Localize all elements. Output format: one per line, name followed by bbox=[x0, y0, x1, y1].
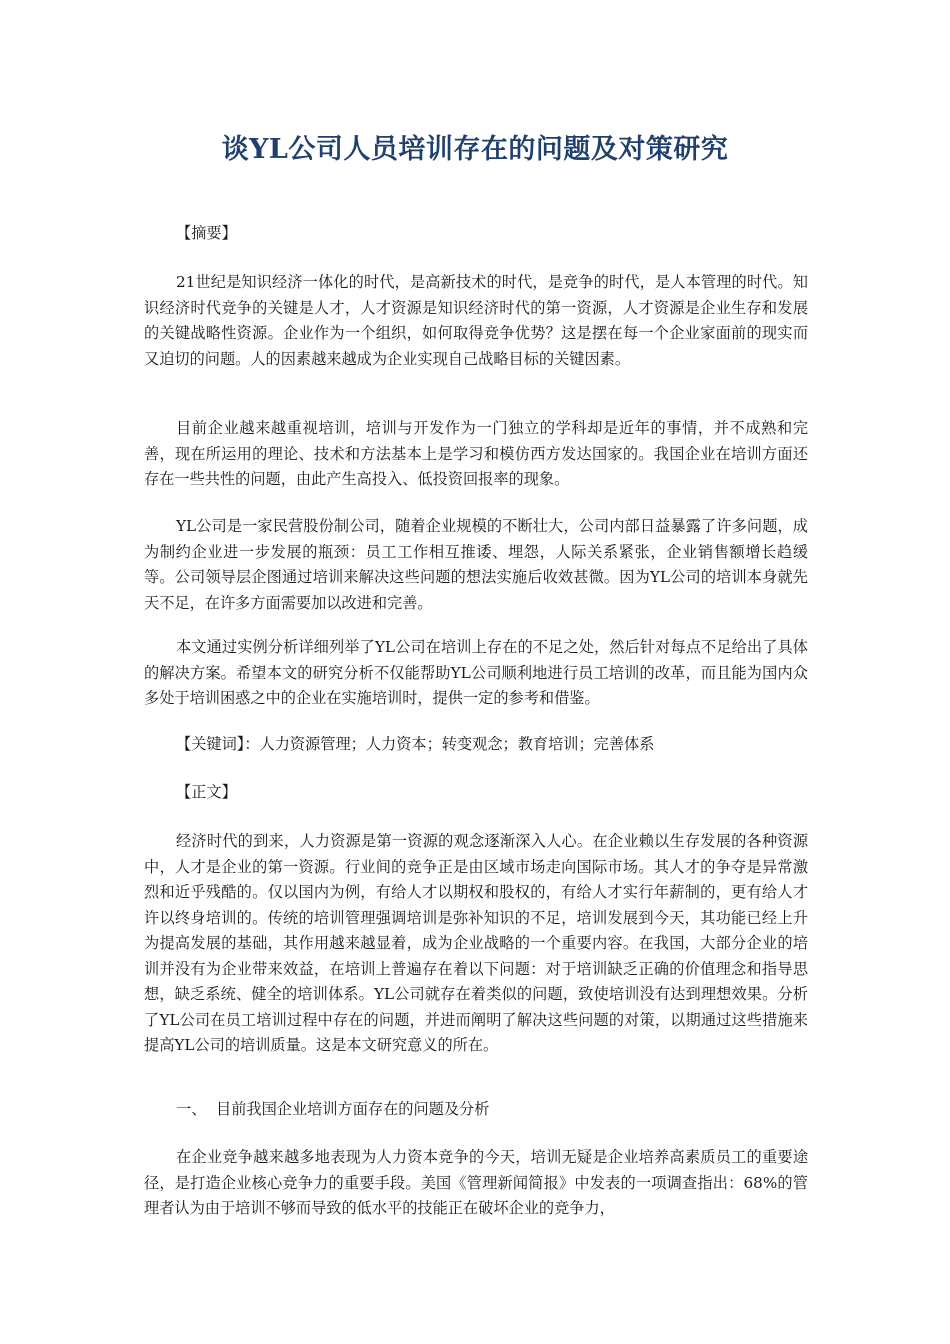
abstract-paragraph-1: 21世纪是知识经济一体化的时代，是高新技术的时代，是竞争的时代，是人本管理的时代。知识经济时代竞争的关键是人才，人才资源是知识经济时代的第一资源，人才资源是企业生存和发展的关键战略性资源。企业作为一个组织，如何取得竞争优势？这是摆在每一个企业家面前的现实而又迫切的问题。人的因素越来越成为企业实现自己战略目标的关键因素。 bbox=[144, 273, 808, 368]
abstract-paragraph-3: YL公司是一家民营股份制公司，随着企业规模的不断壮大，公司内部日益暴露了许多问题，成为制约企业进一步发展的瓶颈：员工工作相互推诿、埋怨，人际关系紧张，企业销售额增长趋缓等。公司领导层企图通过培训来解决这些问题的想法实施后收效甚微。因为YL公司的培训本身就先天不足，在许多方面需要加以改进和完善。 bbox=[144, 517, 808, 612]
section-1-title: 目前我国企业培训方面存在的问题及分析 bbox=[216, 1100, 490, 1118]
abstract-paragraph-4: 本文通过实例分析详细列举了YL公司在培训上存在的不足之处，然后针对每点不足给出了具体的解决方案。希望本文的研究分析不仅能帮助YL公司顺利地进行员工培训的改革，而且能为国内众多处于培训困惑之中的企业在实施培训时，提供一定的参考和借鉴。 bbox=[144, 638, 808, 707]
body-intro-paragraph: 经济时代的到来，人力资源是第一资源的观念逐渐深入人心。在企业赖以生存发展的各种资源中，人才是企业的第一资源。行业间的竞争正是由区域市场走向国际市场。其人才的争夺是异常激烈和近乎残酷的。仅以国内为例，有给人才以期权和股权的，有给人才实行年薪制的，更有给人才许以终身培训的。传统的培训管理强调培训是弥补知识的不足，培训发展到今天，其功能已经上升为提高发展的基础，其作用越来越显着，成为企业战略的一个重要内容。在我国，大部分企业的培训并没有为企业带来效益，在培训上普遍存在着以下问题：对于培训缺乏正确的价值理念和指导思想，缺乏系统、健全的培训体系。YL公司就存在着类似的问题，致使培训没有达到理想效果。分析了YL公司在员工培训过程中存在的问题，并进而阐明了解决这些问题的对策，以期通过这些措施来提高YL公司的培训质量。这是本文研究意义的所在。 bbox=[144, 832, 808, 1054]
section-1-heading bbox=[176, 1097, 489, 1122]
body-label: 【正文】 bbox=[176, 783, 237, 801]
document-title: 谈YL公司人员培训存在的问题及对策研究 bbox=[221, 134, 729, 165]
section-1-paragraph: 在企业竞争越来越多地表现为人力资本竞争的今天，培训无疑是企业培养高素质员工的重要途径，是打造企业核心竞争力的重要手段。美国《管理新闻简报》中发表的一项调查指出：68%的管理者认为由于培训不够而导致的低水平的技能正在破坏企业的竞争力， bbox=[144, 1148, 808, 1217]
section-1-number: 一、 bbox=[176, 1100, 207, 1118]
keywords-line: 【关键词】：人力资源管理；人力资本；转变观念；教育培训；完善体系 bbox=[176, 735, 655, 753]
abstract-paragraph-2: 目前企业越来越重视培训，培训与开发作为一门独立的学科却是近年的事情，并不成熟和完善，现在所运用的理论、技术和方法基本上是学习和模仿西方发达国家的。我国企业在培训方面还存在一些共性的问题，由此产生高投入、低投资回报率的现象。 bbox=[144, 419, 808, 488]
abstract-label: 【摘要】 bbox=[176, 224, 237, 242]
